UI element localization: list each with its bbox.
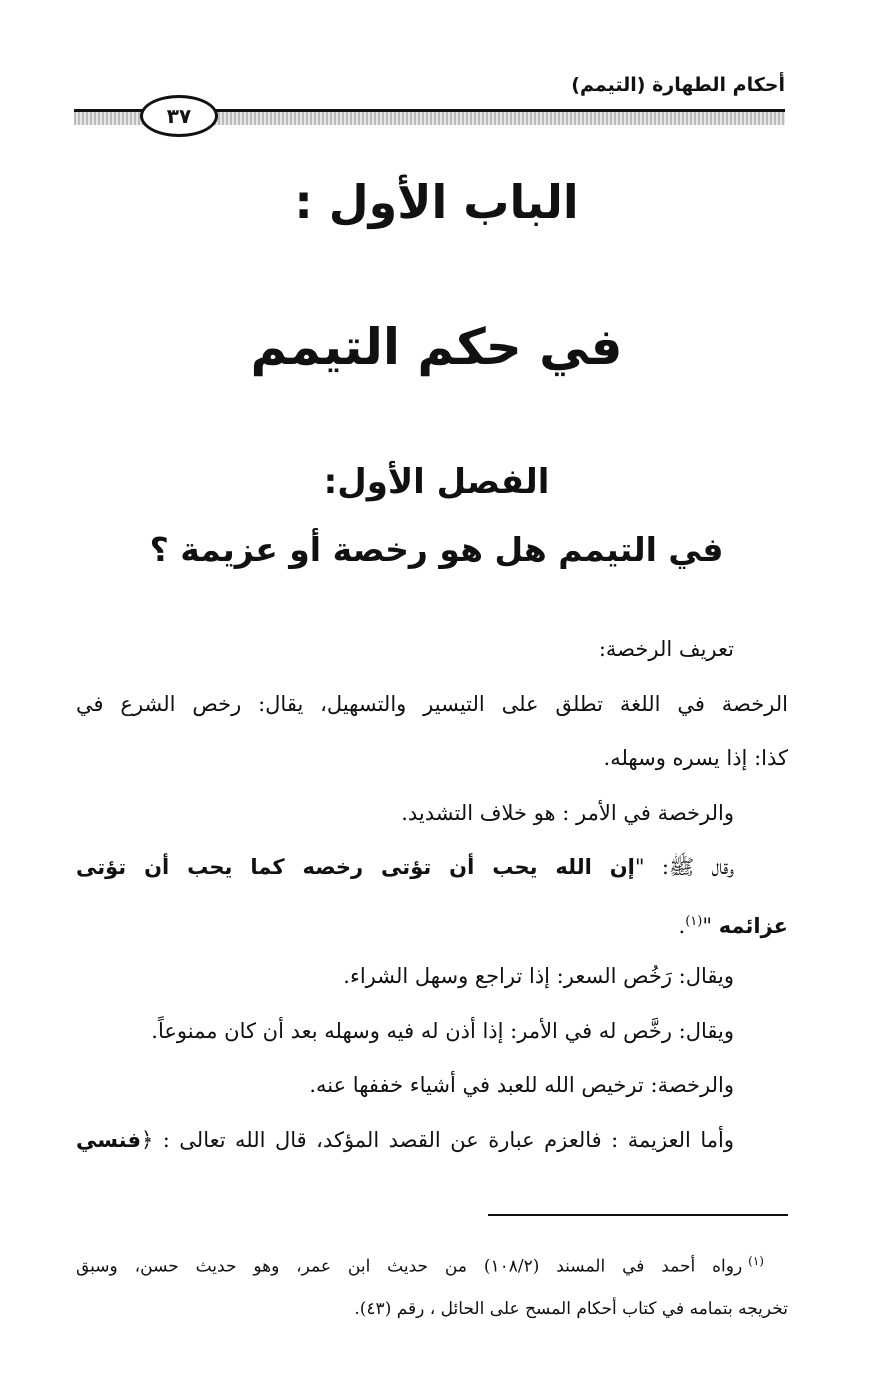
page-number: ٣٧ <box>140 95 218 137</box>
paragraph-line: كذا: إذا يسره وسهله. <box>603 746 788 770</box>
section-title: الفصل الأول: <box>323 462 550 502</box>
paragraph-line: الرخصة في اللغة تطلق على التيسير والتسهيل، يقال: رخص الشرع في <box>76 691 788 716</box>
chapter-title: الباب الأول : <box>294 175 579 229</box>
hadith-intro: وقال ﷺ: " <box>634 855 734 879</box>
paragraph-line <box>76 840 788 895</box>
footnote-text: رواه أحمد في المسند (١٠٨/٢) من حديث ابن عمر، وهو حديث حسن، وسبق <box>76 1256 743 1277</box>
paragraph-line: والرخصة: ترخيص الله للعبد في أشياء خففها عنه. <box>309 1073 734 1097</box>
hadith-text: إن الله يحب أن تؤتى رخصه كما يحب أن تؤتى <box>76 855 635 879</box>
footnote-mark: (١) <box>748 1254 764 1268</box>
paragraph-line: والرخصة في الأمر : هو خلاف التشديد. <box>401 800 734 825</box>
closing-quote: " <box>702 913 719 938</box>
body-text <box>76 622 788 1167</box>
footnote-line: تخريجه بتمامه في كتاب أحكام المسح على الحائل ، رقم (٤٣). <box>354 1299 788 1319</box>
paragraph-line: تعريف الرخصة: <box>598 637 734 661</box>
full-stop: . <box>678 913 686 938</box>
paragraph-line: ويقال: رخَّص له في الأمر: إذا أذن له فيه وسهله بعد أن كان ممنوعاً. <box>151 1018 734 1043</box>
footnote-reference[interactable]: (١) <box>685 913 703 929</box>
footnotes <box>76 1237 788 1333</box>
paragraph-line: ويقال: رَخُص السعر: إذا تراجع وسهل الشراء. <box>343 964 734 988</box>
paragraph-line <box>76 895 788 950</box>
running-title: أحكام الطهارة (التيمم) <box>571 74 785 96</box>
quran-text: فنسي <box>76 1127 141 1152</box>
paragraph-line <box>76 1113 788 1168</box>
chapter-subtitle: في حكم التيمم <box>250 318 623 376</box>
azima-text: وأما العزيمة : فالعزم عبارة عن القصد المؤكد، قال الله تعالى : ﴿ <box>140 1127 734 1152</box>
footnote-separator <box>488 1214 788 1216</box>
hadith-text-end: عزائمه <box>718 913 788 938</box>
section-subtitle: في التيمم هل هو رخصة أو عزيمة ؟ <box>149 530 724 569</box>
footnote-line <box>76 1237 788 1285</box>
